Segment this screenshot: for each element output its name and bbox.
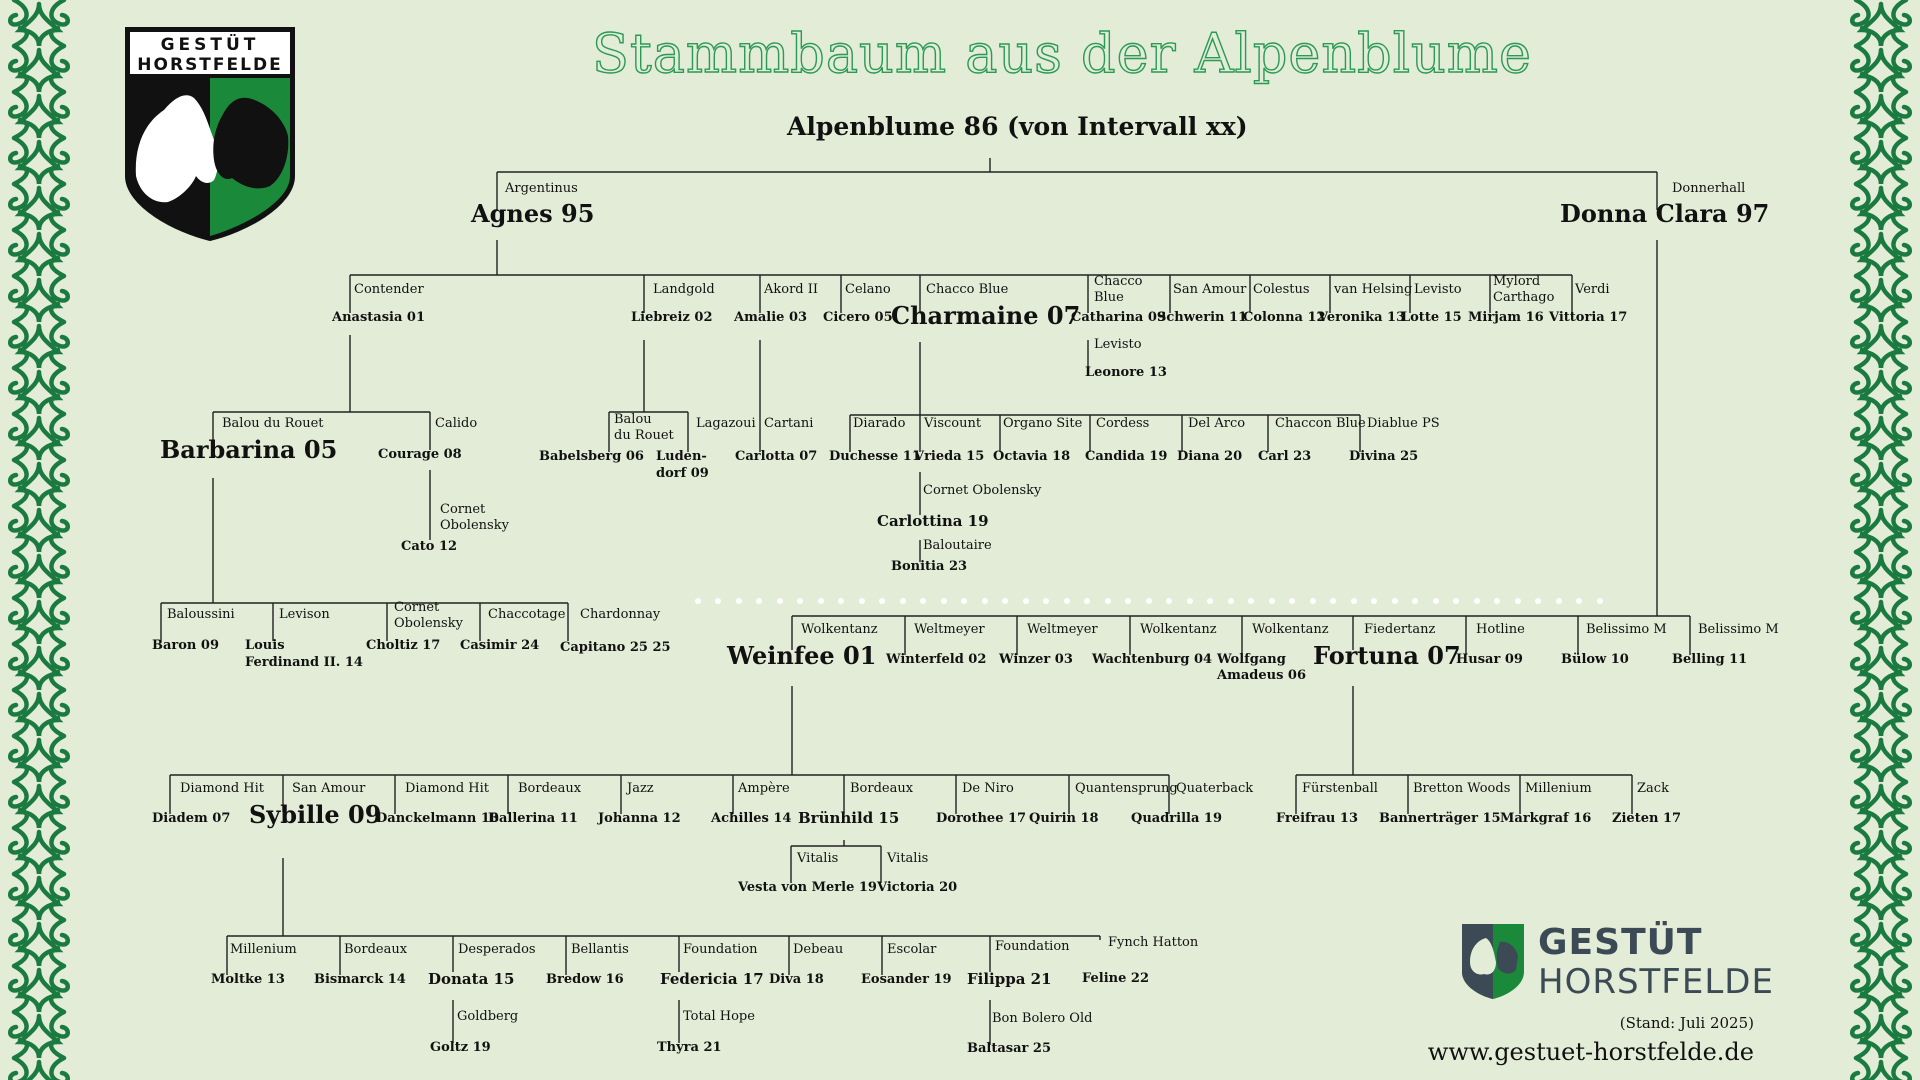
sire-name: Goldberg	[457, 1009, 519, 1024]
sire-name: Chacco Blue	[926, 282, 1009, 297]
horse-name: Candida 19	[1085, 449, 1168, 464]
sire-name: Calido	[435, 416, 478, 431]
horse-name: Cato 12	[401, 539, 458, 554]
horse-name: Lotte 15	[1401, 310, 1462, 325]
sire-name: Wolkentanz	[1252, 622, 1329, 637]
sire-name: Cornet	[394, 600, 440, 615]
sire-name: Blue	[1094, 290, 1124, 305]
shield-text-line2: HORSTFELDE	[137, 55, 283, 75]
sire-name: Obolensky	[394, 616, 463, 631]
sire-name: Bretton Woods	[1413, 781, 1511, 796]
status-date: (Stand: Juli 2025)	[1619, 1014, 1754, 1032]
sire-name: Chaccotage	[488, 607, 566, 622]
horse-name: Johanna 12	[598, 811, 681, 826]
shield-text-line1: GESTÜT	[160, 35, 260, 55]
sire-name: Weltmeyer	[1027, 622, 1098, 637]
sire-name: Millenium	[1525, 781, 1592, 796]
horse-name: Vittoria 17	[1549, 310, 1628, 325]
sire-name: Belissimo M	[1586, 622, 1667, 637]
sire-name: Levison	[279, 607, 330, 622]
sire-name: Diamond Hit	[405, 781, 490, 796]
horse-name: Babelsberg 06	[539, 449, 644, 464]
sire-name: Obolensky	[440, 518, 509, 533]
horse-name: Amalie 03	[734, 310, 808, 325]
horse-name: Feline 22	[1082, 971, 1150, 986]
horse-name: Achilles 14	[711, 811, 792, 826]
horse-name: Amadeus 06	[1217, 668, 1307, 683]
sire-name: Akord II	[764, 282, 819, 297]
sire-name: Baloutaire	[923, 538, 992, 553]
horse-name: Zieten 17	[1612, 811, 1682, 826]
brand-text-line1: GESTÜT	[1538, 922, 1703, 963]
horse-name: Bismarck 14	[314, 972, 406, 987]
sire-name: du Rouet	[614, 428, 674, 443]
sire-name: Fiedertanz	[1364, 622, 1436, 637]
sire-name: San Amour	[1173, 282, 1247, 297]
sire-name: Fynch Hatton	[1108, 935, 1199, 950]
sire-name: Bordeaux	[518, 781, 582, 796]
sire-name: Donnerhall	[1672, 181, 1746, 196]
horse-name: Fortuna 07	[1313, 641, 1461, 670]
horse-name: Sybille 09	[249, 800, 382, 829]
sire-name: Foundation	[683, 942, 758, 957]
sire-name: Escolar	[887, 942, 937, 957]
horse-name: Danckelmann 10	[376, 811, 499, 826]
sire-name: Organo Site	[1003, 416, 1083, 431]
horse-name: Winzer 03	[999, 652, 1073, 667]
horse-name: Veronika 13	[1318, 310, 1406, 325]
horse-name: dorf 09	[656, 466, 709, 481]
sire-name: Colestus	[1253, 282, 1310, 297]
sire-name: Hotline	[1476, 622, 1525, 637]
sire-name: Viscount	[924, 416, 982, 431]
horse-name: Donata 15	[428, 970, 515, 988]
horse-name: Victoria 20	[877, 880, 958, 895]
horse-name: Duchesse 11	[829, 449, 921, 464]
horse-name: Diadem 07	[152, 811, 231, 826]
sire-name: Del Arco	[1188, 416, 1246, 431]
brand-text-line2: HORSTFELDE	[1538, 962, 1774, 1002]
horse-name: Markgraf 16	[1500, 811, 1592, 826]
horse-name: Ferdinand II. 14	[245, 655, 363, 670]
horse-name: Baron 09	[152, 638, 219, 653]
sire-name: Levisto	[1414, 282, 1462, 297]
sire-name: Ampère	[738, 781, 790, 796]
sire-name: Celano	[845, 282, 891, 297]
horse-name: Diana 20	[1177, 449, 1243, 464]
website-link[interactable]: www.gestuet-horstfelde.de	[1427, 1038, 1754, 1066]
sire-name: Foundation	[995, 939, 1070, 954]
horse-name: Casimir 24	[460, 638, 540, 653]
sire-name: Bon Bolero Old	[992, 1011, 1093, 1026]
sire-name: Wolkentanz	[801, 622, 878, 637]
sire-name: Bordeaux	[344, 942, 408, 957]
sire-name: Balou	[614, 412, 652, 427]
sire-name: Debeau	[793, 942, 844, 957]
horse-name: Cicero 05	[823, 310, 893, 325]
horse-name: Goltz 19	[430, 1040, 491, 1055]
dotted-separator	[695, 598, 1603, 604]
sire-name: Balou du Rouet	[222, 416, 324, 431]
sire-name: Bellantis	[571, 942, 629, 957]
horse-name: Anastasia 01	[332, 310, 426, 325]
horse-name: Divina 25	[1349, 449, 1419, 464]
sire-name: Mylord	[1493, 274, 1541, 289]
sire-name: Cornet	[440, 502, 486, 517]
horse-name: Husar 09	[1456, 652, 1523, 667]
sire-name: Cornet Obolensky	[923, 483, 1042, 498]
horse-name: Moltke 13	[211, 972, 285, 987]
sire-name: Chacco	[1094, 274, 1143, 289]
sire-name: Diarado	[853, 416, 906, 431]
horse-name: Bülow 10	[1561, 652, 1629, 667]
horse-name: Winterfeld 02	[886, 652, 987, 667]
root-mare-name: Alpenblume 86 (von Intervall xx)	[787, 112, 1248, 141]
horse-name: Leonore 13	[1085, 365, 1167, 380]
horse-name: Courage 08	[378, 447, 462, 462]
sire-name: Fürstenball	[1302, 781, 1378, 796]
horse-name: Choltiz 17	[366, 638, 441, 653]
horse-name: Mirjam 16	[1468, 310, 1544, 325]
horse-name: Carlottina 19	[877, 512, 989, 530]
sire-name: Vitalis	[887, 851, 929, 866]
horse-name: Eosander 19	[861, 972, 952, 987]
sire-name: Diablue PS	[1367, 416, 1440, 431]
horse-name: Colonna 12	[1243, 310, 1326, 325]
horse-name: Bonitia 23	[891, 559, 968, 574]
horse-name: Quadrilla 19	[1131, 811, 1222, 826]
sire-name: Desperados	[458, 942, 536, 957]
sire-name: Bordeaux	[850, 781, 914, 796]
horse-name: Filippa 21	[967, 970, 1052, 988]
horse-name: Charmaine 07	[891, 301, 1081, 330]
horse-name: Catharina 09	[1071, 310, 1166, 325]
sire-name: van Helsing	[1334, 282, 1413, 297]
horse-name: Diva 18	[769, 972, 824, 987]
horse-name: Agnes 95	[471, 199, 595, 228]
horse-name: Federicia 17	[660, 970, 764, 988]
horse-name: Vrieda 15	[914, 449, 985, 464]
sire-name: De Niro	[962, 781, 1014, 796]
sire-name: Carthago	[1493, 290, 1555, 305]
sire-name: Quantensprung	[1075, 781, 1178, 796]
sire-name: Argentinus	[505, 181, 578, 196]
horse-name: Dorothee 17	[936, 811, 1027, 826]
horse-name: Louis	[245, 638, 285, 653]
horse-name: Baltasar 25	[967, 1041, 1051, 1056]
sire-name: Cordess	[1096, 416, 1150, 431]
sire-name: Lagazoui	[696, 416, 756, 431]
horse-name: Belling 11	[1672, 652, 1748, 667]
sire-name: Landgold	[653, 282, 715, 297]
horse-name: Ballerina 11	[488, 811, 578, 826]
sire-name: Quaterback	[1176, 781, 1254, 796]
sire-name: Weltmeyer	[914, 622, 985, 637]
sire-name: Cartani	[764, 416, 814, 431]
horse-name: Carl 23	[1258, 449, 1312, 464]
horstfelde-brand-logo-icon	[1460, 922, 1526, 1000]
horse-name: Wachtenburg 04	[1092, 652, 1213, 667]
horse-name: Barbarina 05	[160, 435, 338, 464]
sire-name: San Amour	[292, 781, 366, 796]
horse-name: Quirin 18	[1029, 811, 1099, 826]
horse-name: Schwerin 11	[1157, 310, 1248, 325]
sire-name: Chaccon Blue	[1275, 416, 1366, 431]
horse-name: Weinfee 01	[727, 641, 877, 670]
horse-name: Brünhild 15	[798, 809, 900, 827]
sire-name: Contender	[354, 282, 424, 297]
sire-name: Verdi	[1575, 282, 1610, 297]
sire-name: Diamond Hit	[180, 781, 265, 796]
sire-name: Vitalis	[797, 851, 839, 866]
sire-name: Jazz	[627, 781, 654, 796]
sire-name: Levisto	[1094, 337, 1142, 352]
sire-name: Baloussini	[167, 607, 235, 622]
horse-name: Carlotta 07	[735, 449, 818, 464]
sire-name: Belissimo M	[1698, 622, 1779, 637]
horse-name: Octavia 18	[993, 449, 1071, 464]
horse-name: Luden-	[656, 449, 707, 464]
sire-name: Wolkentanz	[1140, 622, 1217, 637]
horse-name: Thyra 21	[657, 1040, 722, 1055]
sire-name: Millenium	[230, 942, 297, 957]
sire-name: Zack	[1637, 781, 1669, 796]
sire-name: Total Hope	[683, 1009, 755, 1024]
horse-name: Bannerträger 15	[1379, 811, 1501, 826]
horse-name: Vesta von Merle 19	[738, 880, 877, 895]
horse-name: Donna Clara 97	[1560, 199, 1770, 228]
sire-name: Chardonnay	[580, 607, 661, 622]
page-title: Stammbaum aus der Alpenblume	[592, 22, 1532, 85]
horse-name: Freifrau 13	[1276, 811, 1358, 826]
horse-name: Wolfgang	[1217, 652, 1286, 667]
horse-name: Bredow 16	[546, 972, 624, 987]
horse-name: Capitano 25 25	[560, 640, 671, 655]
horse-name: Liebreiz 02	[631, 310, 713, 325]
